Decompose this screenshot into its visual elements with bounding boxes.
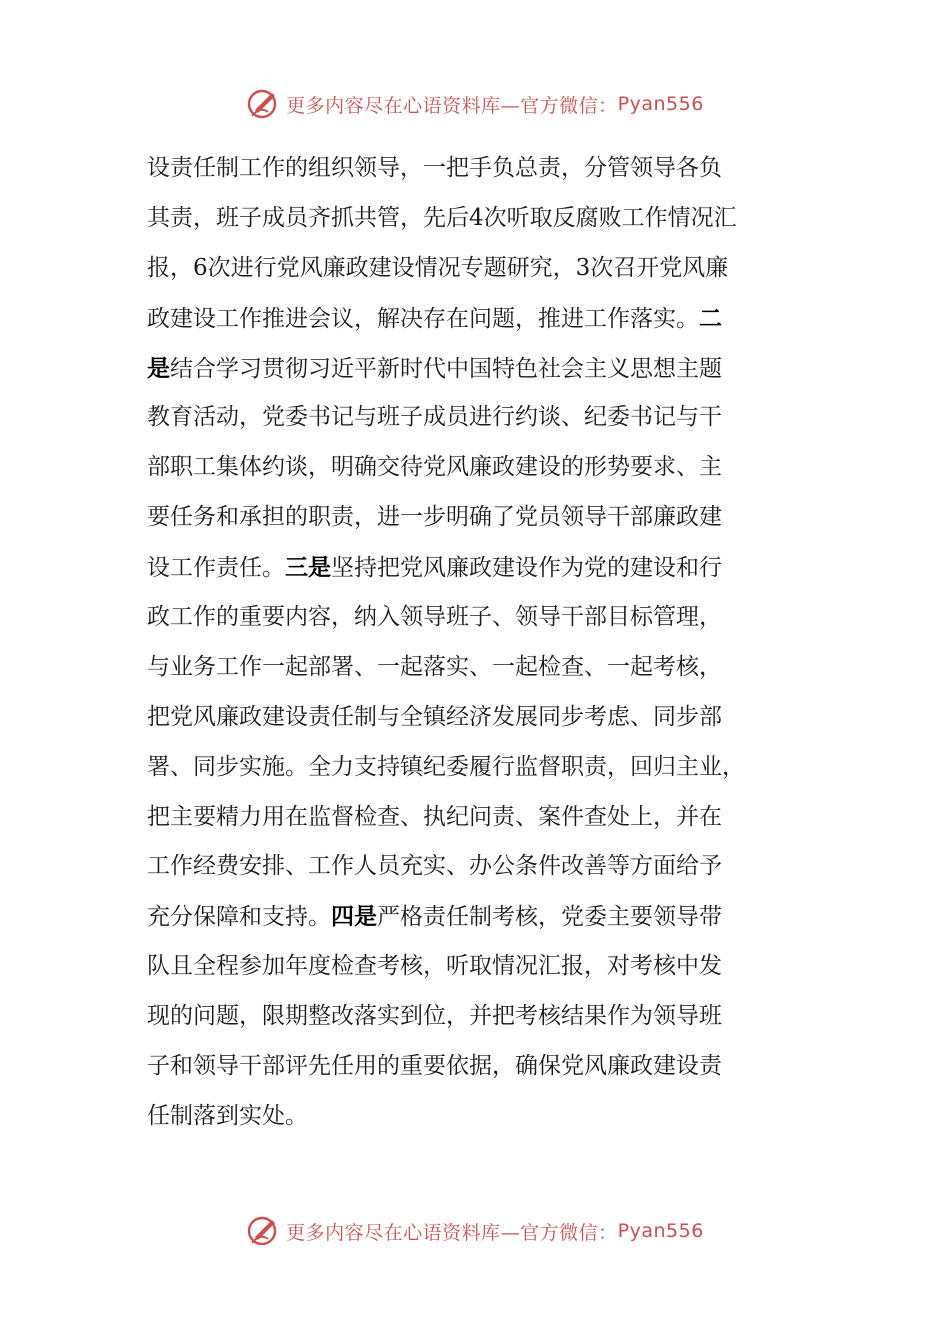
body-line xyxy=(147,393,807,443)
body-line xyxy=(147,1042,807,1092)
body-text-segment: 任制落到实处。 xyxy=(147,1102,308,1129)
body-line xyxy=(147,344,807,394)
body-line xyxy=(147,942,807,992)
watermark-text: 更多内容尽在心语资料库—官方微信： xyxy=(286,94,618,117)
body-text-segment: 工作经费安排、工作人员充实、办公条件改善等方面给予 xyxy=(147,853,722,880)
body-text-segment: 队且全程参加年度检查考核，听取情况汇报，对考核中发 xyxy=(147,953,722,980)
emphasis-text: 是 xyxy=(147,354,170,382)
body-line xyxy=(147,194,807,244)
body-text-segment: 政工作的重要内容，纳入领导班子、领导干部目标管理， xyxy=(147,604,722,631)
body-text-segment: 设责任制工作的组织领导，一把手负总责，分管领导各负 xyxy=(147,155,722,181)
body-line xyxy=(147,543,807,593)
body-text-segment: 政建设工作推进会议，解决存在问题，推进工作落实。 xyxy=(147,305,699,332)
body-text-segment: 把主要精力用在监督检查、执纪问责、案件查处上，并在 xyxy=(147,803,722,830)
emphasis-text: 四是 xyxy=(331,903,377,931)
document-body xyxy=(147,144,807,1142)
body-text-segment: 现的问题，限期整改落实到位，并把考核结果作为领导班 xyxy=(147,1003,722,1030)
watermark-text: 更多内容尽在心语资料库—官方微信： xyxy=(286,1221,618,1244)
body-text-segment: 部职工集体约谈，明确交待党风廉政建设的形势要求、主 xyxy=(147,454,722,481)
body-line xyxy=(147,294,807,344)
body-text-segment: 教育活动，党委书记与班子成员进行约谈、纪委书记与干 xyxy=(147,404,722,431)
body-line xyxy=(147,493,807,543)
body-line xyxy=(147,643,807,693)
body-text-segment: 与业务工作一起部署、一起落实、一起检查、一起考核， xyxy=(147,653,722,680)
body-text-segment: 坚持把党风廉政建设作为党的建设和行 xyxy=(331,555,722,582)
body-text-segment: 子和领导干部评先任用的重要依据，确保党风廉政建设责 xyxy=(147,1053,722,1080)
body-line xyxy=(147,842,807,892)
pen-logo-icon xyxy=(246,86,282,122)
watermark-handle: Pyan556 xyxy=(617,93,704,115)
body-text-segment: 充分保障和支持。 xyxy=(147,904,331,931)
watermark-header xyxy=(0,84,950,124)
body-line xyxy=(147,793,807,843)
body-line xyxy=(147,1092,807,1142)
body-line xyxy=(147,892,807,942)
body-text-segment: 结合学习贯彻习近平新时代中国特色社会主义思想主题 xyxy=(170,355,722,382)
body-line xyxy=(147,593,807,643)
emphasis-text: 三是 xyxy=(285,554,331,582)
body-line xyxy=(147,992,807,1042)
body-line xyxy=(147,244,807,294)
body-line xyxy=(147,443,807,493)
pen-logo-icon xyxy=(246,1213,282,1249)
body-text-segment: 严格责任制考核，党委主要领导带 xyxy=(377,904,722,931)
body-text-segment: 报，6次进行党风廉政建设情况专题研究，3次召开党风廉 xyxy=(147,254,729,281)
body-text-segment: 设工作责任。 xyxy=(147,555,285,582)
watermark-handle: Pyan556 xyxy=(617,1220,704,1242)
body-line xyxy=(147,693,807,743)
watermark-footer xyxy=(0,1211,950,1251)
body-text-segment: 署、同步实施。全力支持镇纪委履行监督职责，回归主业， xyxy=(147,753,745,780)
body-text-segment: 要任务和承担的职责，进一步明确了党员领导干部廉政建 xyxy=(147,504,722,531)
body-text-segment: 把党风廉政建设责任制与全镇经济发展同步考虑、同步部 xyxy=(147,703,722,730)
body-line xyxy=(147,743,807,793)
body-text-segment: 其责，班子成员齐抓共管，先后4次听取反腐败工作情况汇 xyxy=(147,204,737,231)
body-line xyxy=(147,144,807,194)
emphasis-text: 二 xyxy=(699,304,722,332)
